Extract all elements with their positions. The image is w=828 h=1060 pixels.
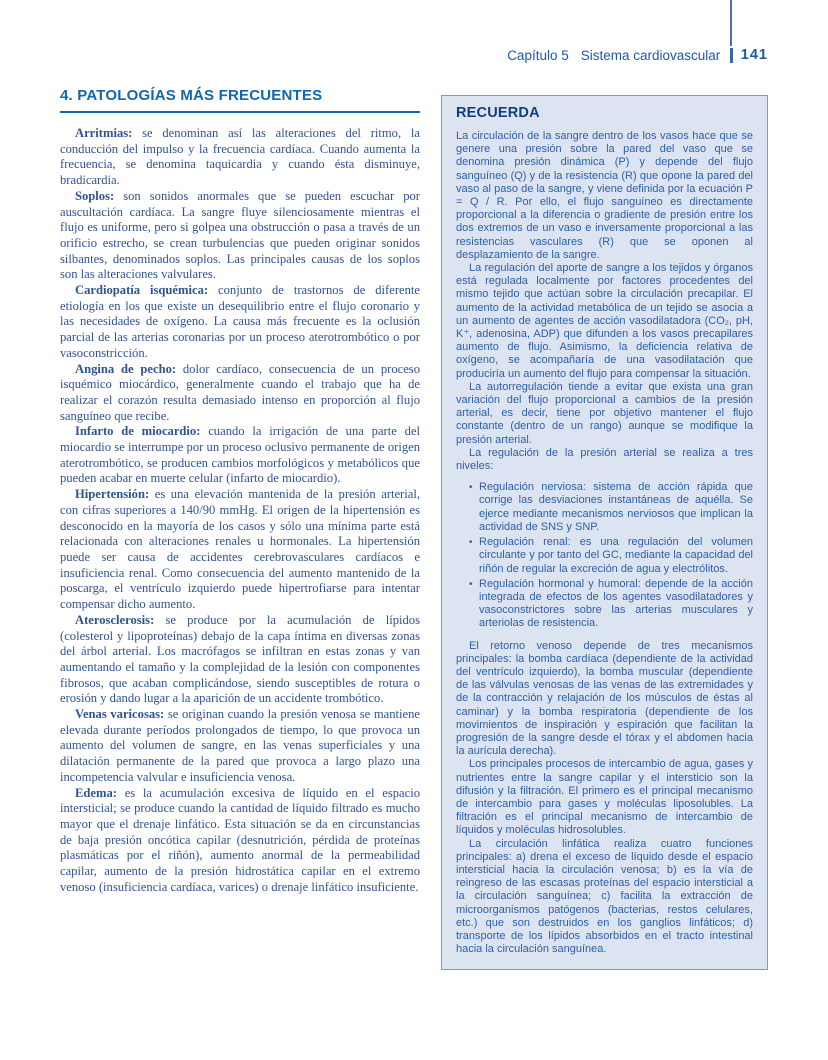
recuerda-paragraph-autorregulacion: La autorregulación tiende a evitar que exista una gran variación del flujo proporcional a cambios de la presión arterial, es decir, tiene por objetivo mantener el flujo constante (dentro de un rango) aunque se modifique la presión arterial.: [456, 380, 753, 446]
text-edema: es la acumulación excesiva de líquido en el espacio intersticial; se produce cuando la cantidad de líquido filtrado es mucho mayor que el drenaje linfático. Esta situación se da en circunstancias de baja presión oncótica capilar (desnutrición, pérdida de proteínas plasmáticas por el riñón), aumento anormal de la permeabilidad capilar, aumento de la presión hidrostática capilar en el extremo venoso (insuficiencia cardíaca, varices) o drenaje linfático insuficiente.: [60, 785, 420, 894]
term-hipertension: Hipertensión:: [75, 487, 150, 502]
paragraph-arritmias: [60, 126, 420, 189]
text-arritmias: se denominan así las alteraciones del ritmo, la conducción del impulso y la frecuencia cardíaca. Cuando aumenta la frecuencia, se denomina taquicardia y cuando ésta disminuye, bradicardia.: [60, 126, 420, 188]
text-venas-varicosas: se originan cuando la presión venosa se mantiene elevada durante períodos prolongados de tiempo, lo que provoca un aumento del volumen de sangre, en las venas superficiales y una dilatación permanente de la pared que provoca a largo plazo una incompetencia valvular e insuficiencia venosa.: [60, 707, 421, 784]
page-header: [507, 47, 768, 63]
text-angina-de-pecho: dolor cardíaco, consecuencia de un proceso isquémico miocárdico, generalmente cuando el trabajo que ha de realizar el corazón resulta demasiado intenso en proporción al flujo sanguíneo que recibe.: [60, 361, 420, 423]
paragraph-infarto-de-miocardio: [60, 424, 420, 487]
term-soplos: Soplos:: [75, 188, 115, 203]
paragraph-angina-de-pecho: [60, 362, 420, 425]
list-item-regulacion-hormonal: • Regulación hormonal y humoral: depende de la acción integrada de efectos de los agentes vasodilatadores y vasoconstrictores sobre las arterias musculares y arteriolas de resistencia.: [469, 578, 753, 631]
recuerda-paragraph-circulacion: La circulación de la sangre dentro de los vasos hace que se genere una presión sobre la pared del vaso que se denomina presión dinámica (P) y depende del flujo sanguíneo (Q) y de la resistencia (R) que opone la pared del vaso al paso de la sangre, y viene definida por la ecuación P = Q / R. Por ello, el flujo sanguíneo es directamente proporcional a la diferencia o gradiente de presión entre los dos extremos de un vaso e inversamente proporcional a las resistencias vasculares (R) que se oponen al desplazamiento de la sangre.: [456, 130, 753, 261]
recuerda-paragraph-tres-niveles: La regulación de la presión arterial se realiza a tres niveles:: [456, 446, 753, 473]
term-venas-varicosas: Venas varicosas:: [75, 707, 165, 722]
paragraph-venas-varicosas: [60, 707, 420, 786]
list-item-regulacion-renal: • Regulación renal: es una regulación del volumen circulante y por tanto del GC, mediante la capacidad del riñón de regular la excreción de agua y electrólitos.: [469, 536, 753, 576]
recuerda-paragraph-intercambio: Los principales procesos de intercambio de agua, gases y nutrientes entre la sangre capilar y el intersticio son la difusión y la filtración. El primero es el principal mecanismo de intercambio para gases y moléculas liposolubles. La filtración es el principal mecanismo de intercambio de líquidos y moléculas hidrosolubles.: [456, 758, 753, 837]
term-infarto-de-miocardio: Infarto de miocardio:: [75, 424, 201, 439]
recuerda-paragraph-retorno-venoso: El retorno venoso depende de tres mecanismos principales: la bomba cardíaca (dependiente de la actividad del ventrículo izquierdo), la bomba muscular (dependiente de las válvulas venosas de las venas de las extremidades y de la contracción y relajación de los músculos de éstas al caminar) y la bomba respiratoria (dependiente de los movimientos de inspiración y espiración que facilitan la progresión de la sangre desde el tórax y el abdomen hacia la aurícula derecha).: [456, 639, 753, 758]
text-aterosclerosis: se produce por la acumulación de lípidos (colesterol y lipoproteínas) debajo de la capa íntima en diversas zonas del árbol arterial. Los macrófagos se infiltran en estas zonas y van aumentando el tamaño y la complejidad de la lesión con componentes fibrosos, que acaban complicándose, siendo susceptibles de rotura o erosión y dando lugar a la aparición de un accidente trombótico.: [60, 612, 420, 706]
regulation-levels-list: [456, 481, 753, 630]
term-angina-de-pecho: Angina de pecho:: [75, 361, 177, 376]
paragraph-edema: [60, 786, 420, 896]
text-cardiopatia-isquemica: conjunto de trastornos de diferente etiología en los que existe un desequilibrio entre el flujo coronario y las necesidades de oxígeno. La causa más frecuente es la oclusión parcial de las arterias coronarias por un proceso aterotrombótico o por vasoconstricción.: [60, 283, 420, 360]
term-edema: Edema:: [75, 785, 117, 800]
section-label: Sistema cardiovascular: [580, 47, 721, 63]
paragraph-hipertension: [60, 487, 420, 613]
recuerda-title: RECUERDA: [456, 105, 540, 121]
paragraph-soplos: [60, 189, 420, 283]
header-top-rule: [730, 0, 732, 46]
term-cardiopatia-isquemica: Cardiopatía isquémica:: [75, 283, 209, 298]
list-item-regulacion-nerviosa: • Regulación nerviosa: sistema de acción rápida que corrige las desviaciones instantáneas de aquélla. Se ejerce mediante mecanismos nerviosos que implican la actividad de SNS y SNP.: [469, 481, 753, 534]
chapter-label: Capítulo 5: [507, 47, 569, 63]
term-arritmias: Arritmias:: [75, 126, 133, 140]
recuerda-callout-box: [441, 95, 768, 970]
paragraph-cardiopatia-isquemica: [60, 283, 420, 362]
text-soplos: son sonidos anormales que se pueden escuchar por auscultación cardíaca. La sangre fluye silenciosamente mientras el flujo es uniforme, pero si golpea una obstrucción o pasa a través de un orificio estrecho, se crean turbulencias que pueden originar sonidos silbantes, denominados soplos. Las principales causas de los soplos son las alteraciones valvulares.: [60, 188, 420, 282]
section-heading: 4. PATOLOGÍAS MÁS FRECUENTES: [60, 87, 420, 113]
text-hipertension: es una elevación mantenida de la presión arterial, con cifras superiores a 140/90 mmHg. El origen de la hipertensión es desconocido en la mayoría de los casos y sólo una mínima parte está relacionada con alteraciones renales u hormonales. La hipertensión puede ser causa de accidentes cerebrovasculares cardíacos e insuficiencia renal. Como consecuencia del aumento mantenido de la poscarga, el ventrículo izquierdo puede hipertrofiarse para intentar compensar dicho aumento.: [60, 487, 420, 612]
page-number: 141: [740, 47, 768, 63]
page-number-divider: [730, 48, 733, 63]
main-text-column: [60, 87, 420, 895]
recuerda-paragraph-regulacion-aporte: La regulación del aporte de sangre a los tejidos y órganos está regulada localmente por factores procedentes del mismo tejido que actúan sobre la circulación precapilar. El aumento de la actividad metabólica de un tejido se asocia a un aumento de agentes de acción vasodilatadora (CO₂, pH, K⁺, adenosina, ADP) que difunden a los vasos precapilares aumento de flujo. Asimismo, la deficiencia relativa de oxígeno, se acompañaría de una vasodilatación que produciría un aumento del flujo para compensar la situación.: [456, 262, 753, 380]
recuerda-paragraph-circulacion-linfatica: La circulación linfática realiza cuatro funciones principales: a) drena el exceso de líquido desde el espacio intersticial hacia la circulación venosa; b) es la vía de reingreso de las escasas proteínas del espacio intersticial a la circulación sanguínea; c) facilita la extracción de microorganismos patógenos (bacterias, restos celulares, etc.) que son destruidos en los ganglios linfáticos; d) transporte de los lípidos absorbidos en el tracto intestinal hacia la circulación sanguínea.: [456, 837, 753, 956]
term-aterosclerosis: Aterosclerosis:: [75, 612, 155, 627]
paragraph-aterosclerosis: [60, 613, 420, 707]
text-infarto-de-miocardio: cuando la irrigación de una parte del miocardio se interrumpe por un proceso oclusivo permanente de origen aterotrombótico, se producen cambios morfológicos y metabólicos que pueden acabar en muerte celular (infarto de miocardio).: [60, 424, 421, 486]
